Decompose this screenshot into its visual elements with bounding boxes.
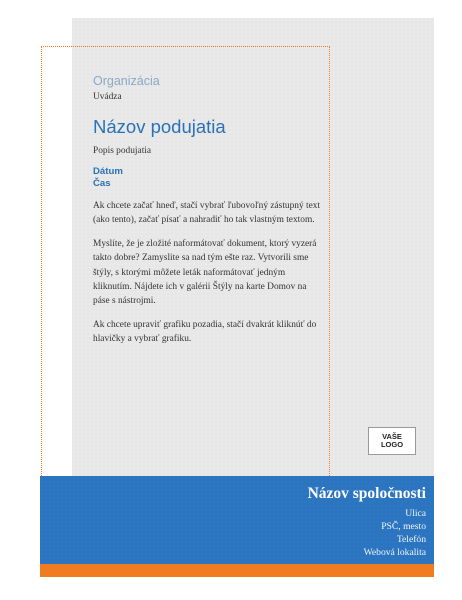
event-time[interactable]: Čas [93,178,111,189]
body-paragraph-3[interactable]: Ak chcete upraviť grafiku pozadia, stačí dvakrát kliknúť do hlavičky a vybrať grafiku. [93,319,317,345]
company-name[interactable]: Názov spoločnosti [307,485,426,502]
organization-name[interactable]: Organizácia [93,74,160,88]
address-zip-city[interactable]: PSČ, mesto [381,521,426,532]
logo-placeholder[interactable] [368,427,416,455]
address-website[interactable]: Webová lokalita [363,547,426,558]
presents-text[interactable]: Uvádza [93,92,122,102]
flyer-content [93,73,325,347]
address-street[interactable]: Ulica [405,508,426,519]
address-phone[interactable]: Telefón [396,534,426,545]
body-paragraph-2[interactable]: Myslíte, že je zložité naformátovať dokument, ktorý vyzerá takto dobre? Zamyslite sa nad tým ešte raz. Vytvorili sme štýly, s ktorými môžete leták naformátovať jedným kliknutím. Nájdete ich v galérii Štýly na karte Domov na páse s nástrojmi. [93,238,317,307]
company-info [308,484,426,559]
event-description[interactable]: Popis podujatia [93,146,152,156]
logo-text-line1: VAŠE [382,431,402,441]
event-date[interactable]: Dátum [93,166,123,177]
logo-text-line2: LOGO [380,440,404,449]
footer-orange-band [40,564,434,577]
event-title[interactable]: Názov podujatia [93,116,226,137]
body-paragraph-1[interactable]: Ak chcete začať hneď, stačí vybrať ľubovoľný zástupný text (ako tento), začať písať a nahradiť ho tak vlastným textom. [93,201,321,226]
